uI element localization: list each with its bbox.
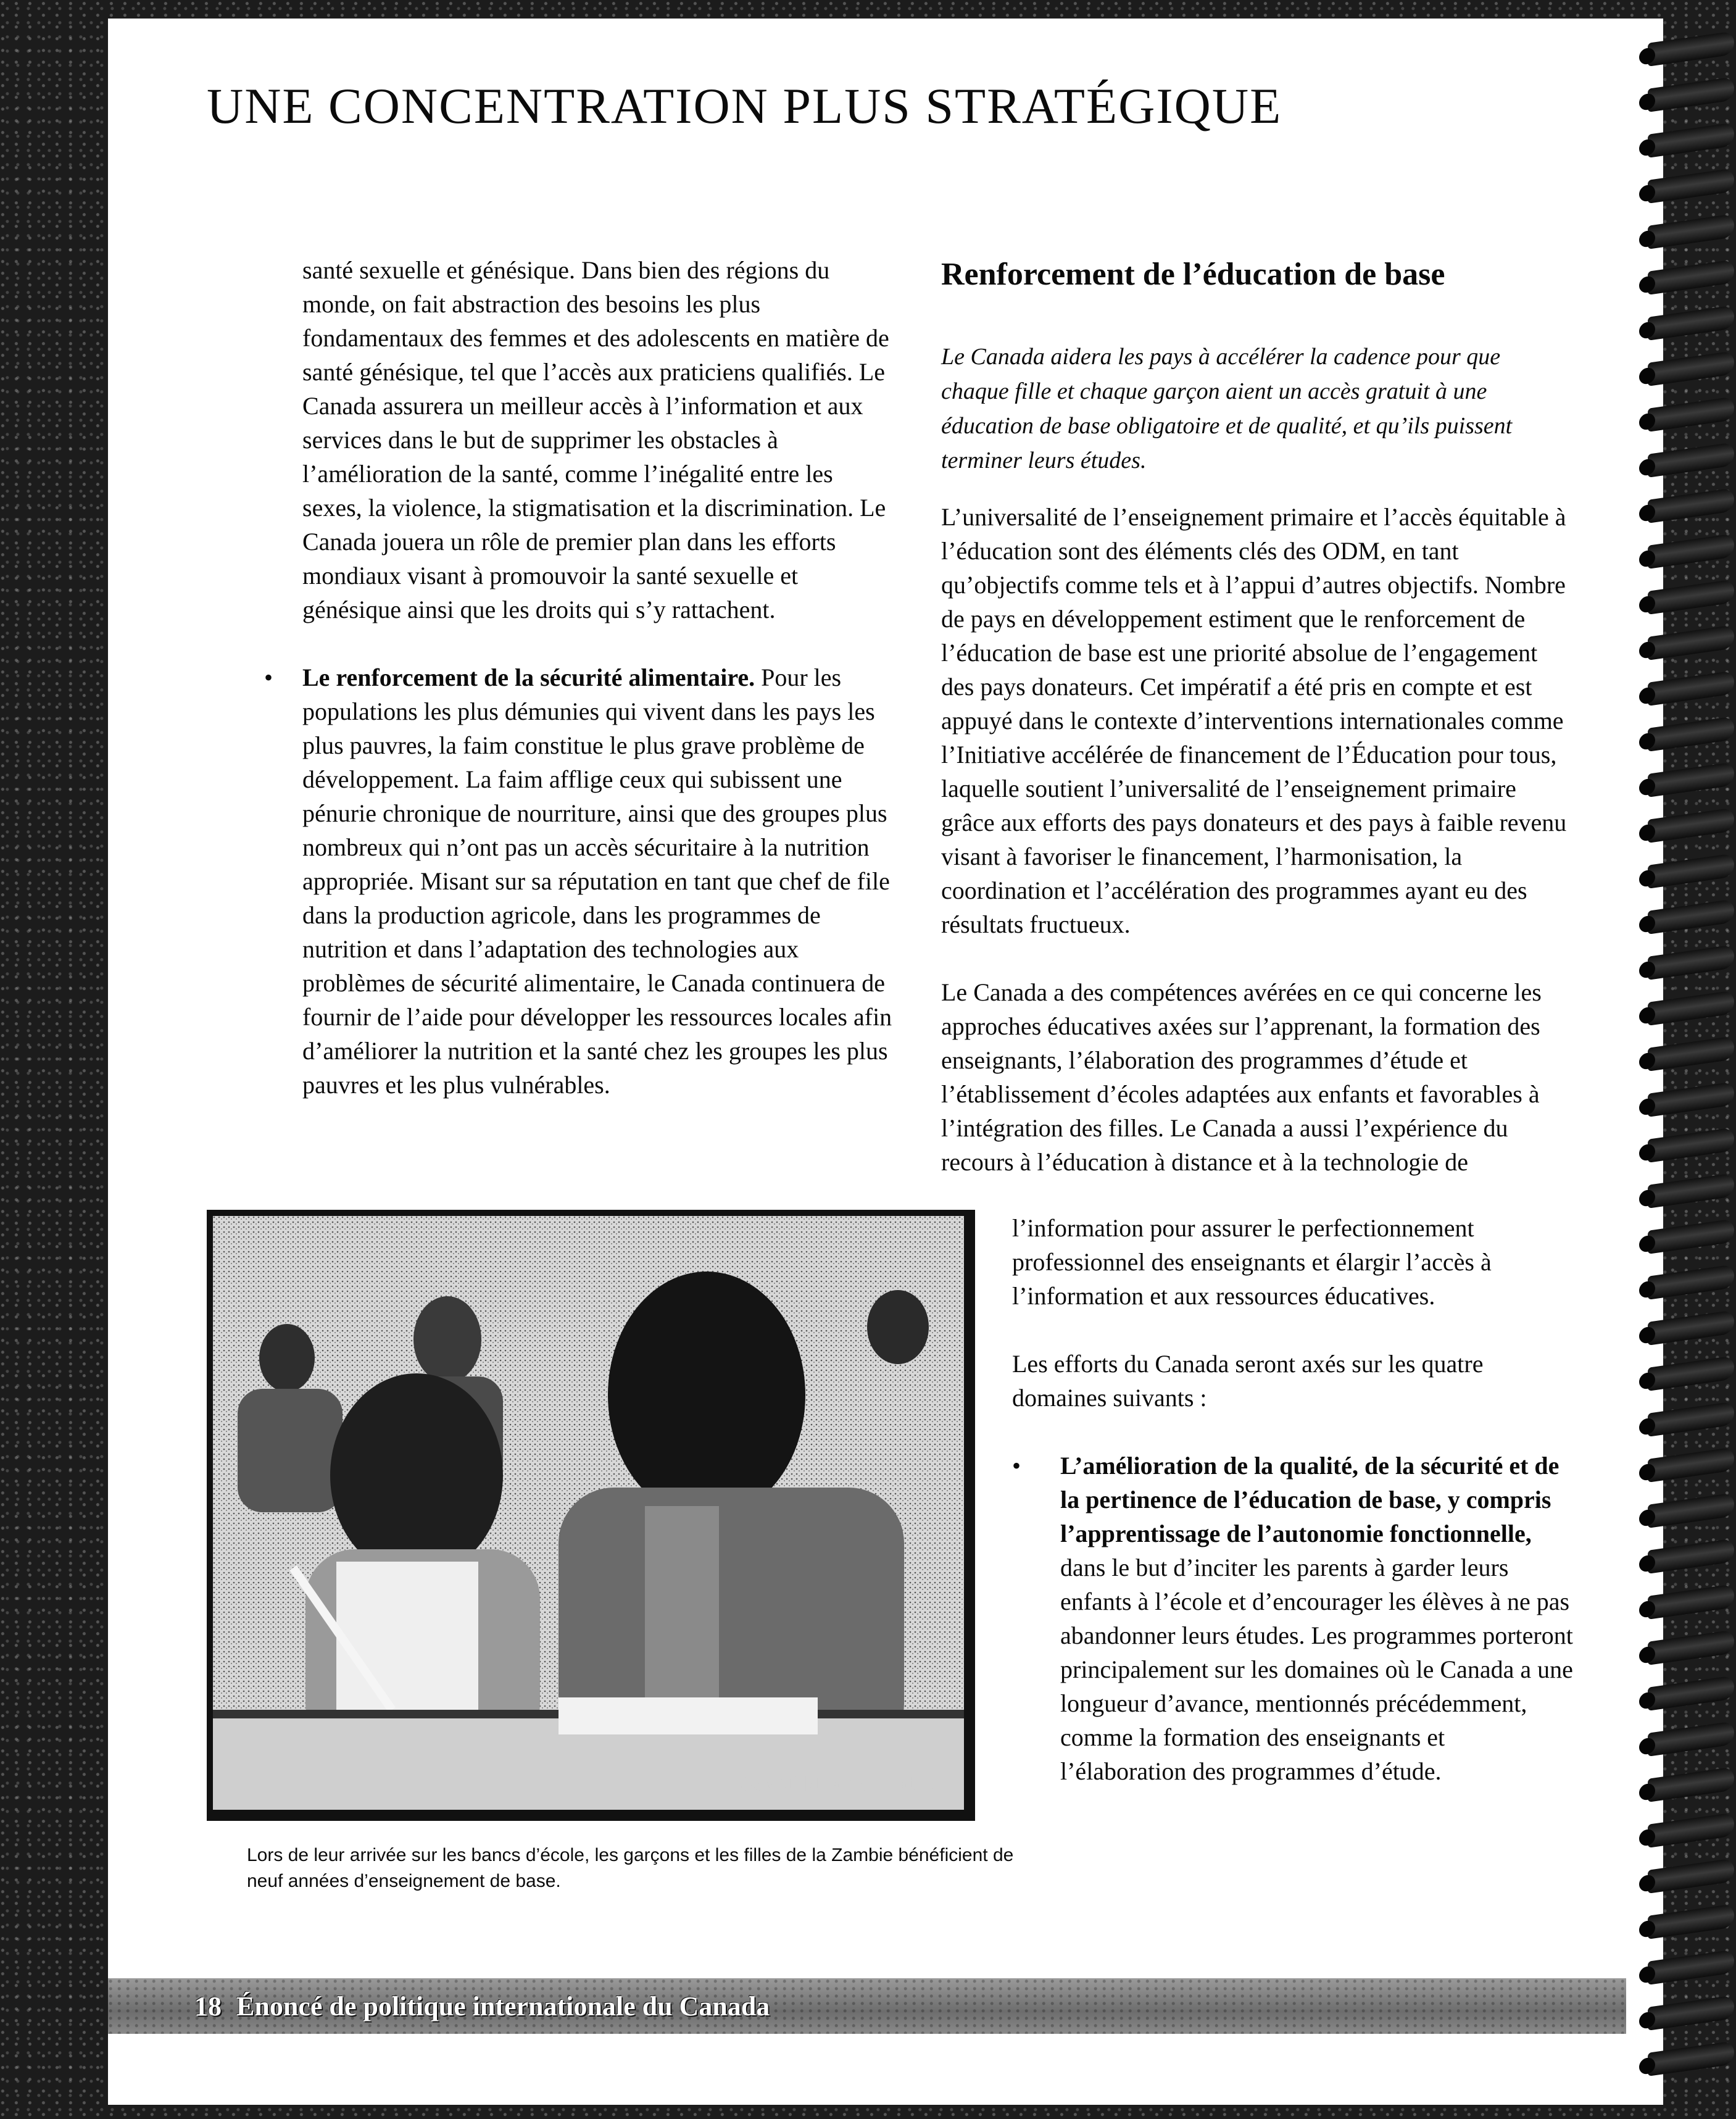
spiral-binding [1642,25,1736,2111]
binding-ring [1648,214,1734,249]
binding-ring [1648,77,1734,112]
binding-ring [1648,1904,1734,1939]
binding-ring [1648,305,1734,341]
binding-ring [1648,1218,1734,1254]
binding-ring [1648,1447,1734,1483]
footer-label [194,1991,770,2022]
bullet-icon: • [1012,1452,1021,1480]
left-paragraph: santé sexuelle et génésique. Dans bien des régions du monde, on fait abstraction des besoins les plus fondamentaux des femmes et des adolescents en matière de santé génésique, tel que l’accès aux praticiens qualifiés. Le Canada assurera un meilleur accès à l’information et aux services dans le but de supprimer les obstacles à l’amélioration de la santé, comme l’inégalité entre les sexes, la violence, la stigmatisation et la discrimination. Le Canada jouera un rôle de premier plan dans les efforts mondiaux visant à promouvoir la santé sexuelle et génésique ainsi que les droits qui s’y rattachent. [302,256,889,623]
right-bullet-text: dans le but d’inciter les parents à garder leurs enfants à l’école et d’encourager les élèves à ne pas abandonner leurs études. Les programmes porteront principalement sur les domaines où le Canada a une longueur d’avance, mentionnés précédemment, comme la formation des enseignants et l’élaboration des programmes d’étude. [1060,1554,1573,1785]
binding-ring [1648,1812,1734,1848]
right-paragraph-2: Le Canada a des compétences avérées en ce qui concerne les approches éducatives axées sur l’apprenant, la formation des enseignants, l’élaboration des programmes d’étude et l’établissement d’écoles adaptées aux enfants et favorables à l’intégration des filles. Le Canada a aussi l’expérience du recours à l’éducation à distance et à la technologie de [941,978,1542,1176]
binding-ring [1648,1767,1734,1802]
section-title: Renforcement de l’éducation de base [941,257,1445,292]
photo-credit: ©ACDI/David Trattles [740,1772,950,1796]
binding-ring [1648,1995,1734,2031]
binding-ring [1648,579,1734,615]
binding-ring [1648,1492,1734,1528]
footer-title: Énoncé de politique internationale du Canada [236,1991,770,2021]
section-intro: Le Canada aidera les pays à accélérer la cadence pour que chaque fille et chaque garçon aient un accès gratuit à une éducation de base obligatoire et de qualité, et qu’ils puissent terminer leurs études. [941,344,1513,473]
right-column [941,500,1571,1213]
right-bullet-item [1012,1449,1577,1788]
right-column-continued [1012,1211,1577,1788]
left-column [264,253,895,1102]
right-paragraph-1: L’universalité de l’enseignement primaire et l’accès équitable à l’éducation sont des éléments clés des ODM, en tant qu’objectifs comme tels et à l’appui d’autres objectifs. Nombre de pays en développement estiment que le renforcement de l’éducation de base est une priorité absolue de l’engagement des pays donateurs. Cet impératif a été pris en compte et est appuyé dans le contexte d’interventions internationales comme l’Initiative accélérée de financement de l’Éducation pour tous, laquelle soutient l’universalité de l’enseignement primaire grâce aux efforts des pays donateurs et des pays à faible revenu visant à favoriser le financement, l’harmonisation, la coordination et l’accélération des programmes ayant eu des résultats fructueux. [941,503,1567,938]
binding-ring [1648,1675,1734,1711]
right-paragraph-2-continued: l’information pour assurer le perfectionnement professionnel des enseignants et élargir l’accès à l’information et aux ressources éducatives. [1012,1214,1492,1310]
binding-ring [1648,533,1734,569]
binding-ring [1648,2041,1734,2076]
binding-ring [1648,351,1734,386]
classroom-photo [207,1210,975,1821]
binding-ring [1648,1538,1734,1574]
photo-caption: Lors de leur arrivée sur les bancs d’école, les garçons et les filles de la Zambie bénéficient de neuf années d’enseignement de base. [247,1845,1014,1891]
binding-ring [1648,259,1734,295]
binding-ring [1648,168,1734,204]
photo-illustration [213,1216,964,1810]
binding-ring [1648,1721,1734,1757]
page-footer [108,1978,1626,2034]
binding-ring [1648,807,1734,843]
binding-ring [1648,716,1734,752]
binding-ring [1648,762,1734,797]
binding-ring [1648,1127,1734,1163]
bullet-icon: • [264,664,273,691]
binding-ring [1648,853,1734,889]
left-bullet-text: Pour les populations les plus démunies qui vivent dans les pays les plus pauvres, la faim constitue le plus grave problème de développement. La faim afflige ceux qui subissent une pénurie chronique de nourriture, ainsi que des groupes plus nombreux qui n’ont pas un accès sécuritaire à la nutrition appropriée. Misant sur sa réputation en tant que chef de file dans la production agricole, dans les programmes de nutrition et dans l’adaptation des technologies aux problèmes de sécurité alimentaire, le Canada continuera de fournir de l’aide pour développer les ressources locales afin d’améliorer la nutrition et la santé chez les groupes les plus pauvres et les plus vulnérables. [302,664,892,1099]
binding-ring [1648,1858,1734,1894]
binding-ring [1648,1630,1734,1665]
binding-ring [1648,899,1734,935]
binding-ring [1648,396,1734,432]
left-bullet-heading: Le renforcement de la sécurité alimentaire. [302,664,755,691]
binding-ring [1648,31,1734,67]
left-bullet-item [264,660,895,1102]
binding-ring [1648,1949,1734,1985]
binding-ring [1648,1310,1734,1346]
binding-ring [1648,1173,1734,1209]
binding-ring [1648,1401,1734,1437]
right-bullet-heading: L’amélioration de la qualité, de la sécurité et de la pertinence de l’éducation de base, y compris l’apprentissage de l’autonomie fonctionnelle, [1060,1452,1559,1547]
binding-ring [1648,442,1734,478]
binding-ring [1648,944,1734,980]
binding-ring [1648,122,1734,158]
binding-ring [1648,1036,1734,1072]
binding-ring [1648,488,1734,523]
right-paragraph-3: Les efforts du Canada seront axés sur les quatre domaines suivants : [1012,1350,1484,1412]
binding-ring [1648,1584,1734,1620]
binding-ring [1648,670,1734,706]
page-heading: UNE CONCENTRATION PLUS STRATÉGIQUE [207,78,1282,134]
binding-ring [1648,1355,1734,1391]
page-number: 18 [194,1991,222,2021]
binding-ring [1648,990,1734,1026]
binding-ring [1648,1264,1734,1300]
binding-ring [1648,1081,1734,1117]
binding-ring [1648,625,1734,660]
